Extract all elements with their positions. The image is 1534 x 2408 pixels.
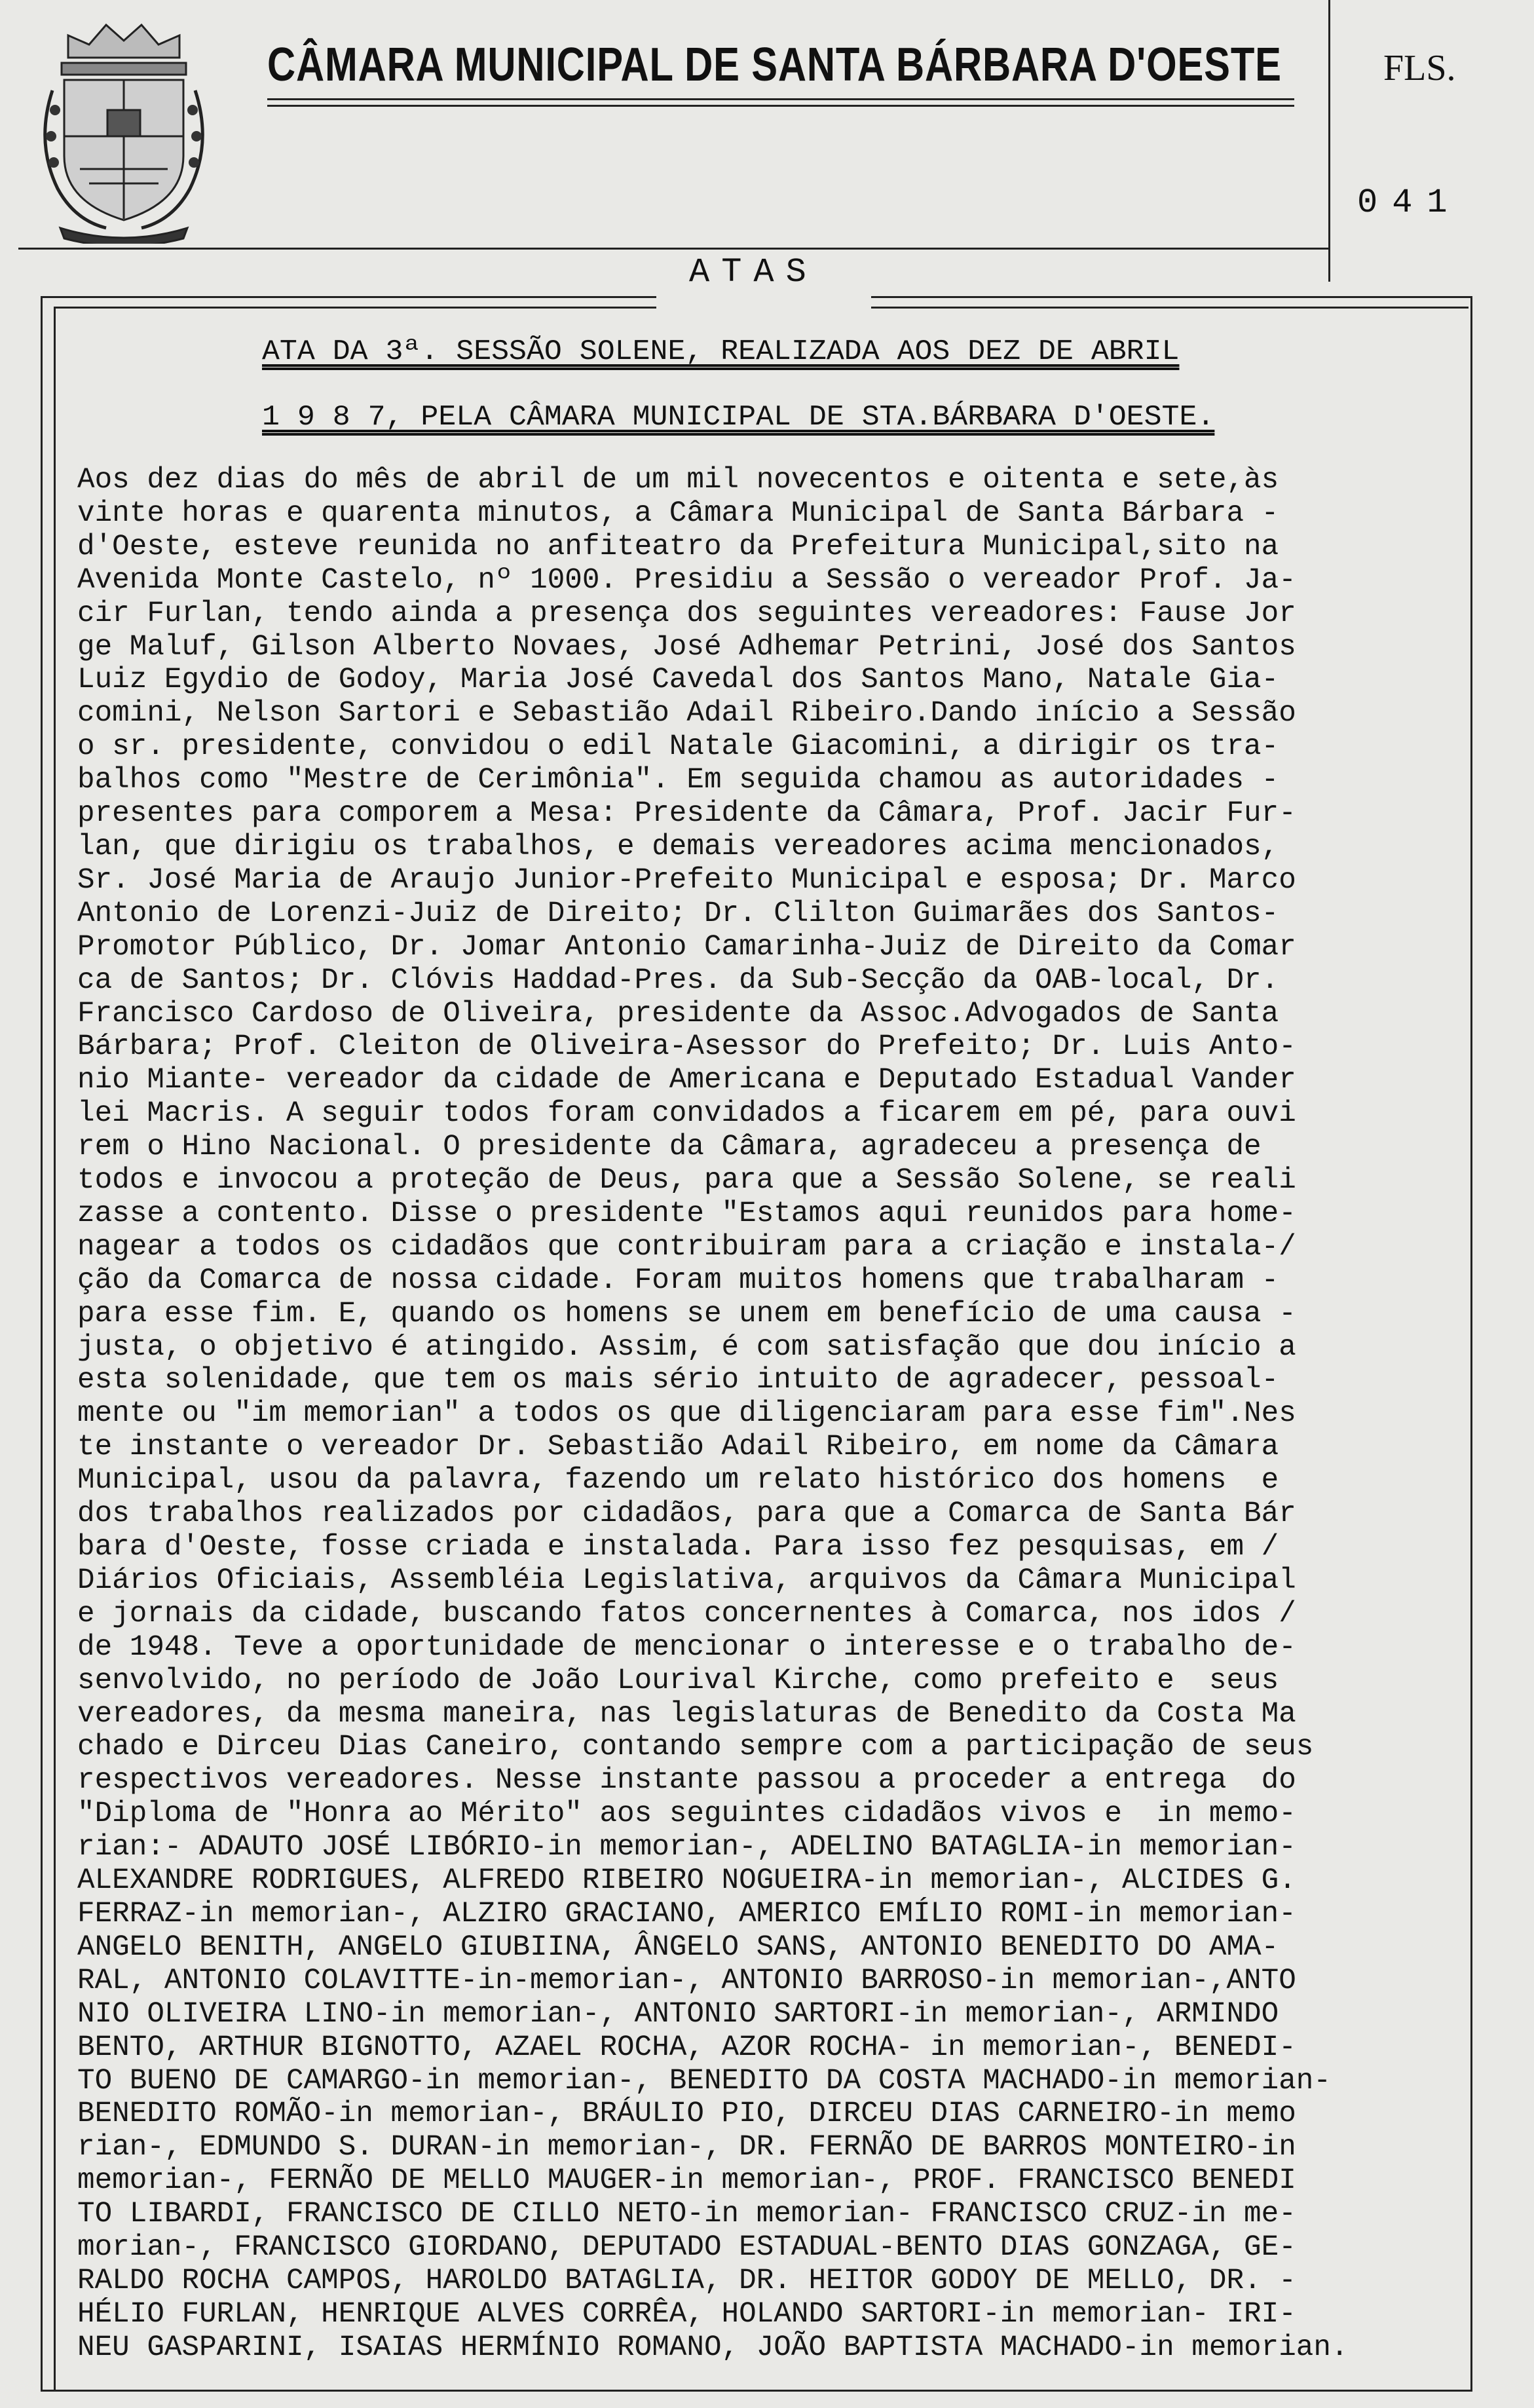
ata-body-line: lei Macris. A seguir todos foram convidados a ficarem em pé, para ouvi — [77, 1097, 1296, 1131]
ata-body-line: rian-, EDMUNDO S. DURAN-in memorian-, DR. FERNÃO DE BARROS MONTEIRO-in — [77, 2131, 1296, 2164]
ata-body-line: zasse a contento. Disse o presidente "Estamos aqui reunidos para home- — [77, 1197, 1296, 1230]
ata-body-line: dos trabalhos realizados por cidadãos, para que a Comarca de Santa Bár — [77, 1497, 1296, 1531]
ata-body-line: ge Maluf, Gilson Alberto Novaes, José Adhemar Petrini, José dos Santos — [77, 630, 1296, 664]
ata-body-line: rian:- ADAUTO JOSÉ LIBÓRIO-in memorian-, ADELINO BATAGLIA-in memorian- — [77, 1831, 1296, 1864]
ata-body-line: cir Furlan, tendo ainda a presença dos seguintes vereadores: Fause Jor — [77, 597, 1296, 630]
ata-body-line: todos e invocou a proteção de Deus, para que a Sessão Solene, se reali — [77, 1164, 1296, 1197]
ata-body-line: Sr. José Maria de Araujo Junior-Prefeito Municipal e esposa; Dr. Marco — [77, 863, 1296, 897]
ata-body-line: Diários Oficiais, Assembléia Legislativa, arquivos da Câmara Municipal — [77, 1564, 1296, 1597]
municipal-coat-of-arms — [29, 12, 219, 244]
ata-body-line: vinte horas e quarenta minutos, a Câmara Municipal de Santa Bárbara - — [77, 497, 1279, 530]
ata-body-line: FERRAZ-in memorian-, ALZIRO GRACIANO, AMERICO EMÍLIO ROMI-in memorian- — [77, 1897, 1296, 1930]
ata-body-line: bara d'Oeste, fosse criada e instalada. Para isso fez pesquisas, em / — [77, 1531, 1279, 1564]
ata-body-line: Promotor Público, Dr. Jomar Antonio Camarinha-Juiz de Direito da Comar — [77, 930, 1296, 964]
ata-body-line: Bárbara; Prof. Cleiton de Oliveira-Asessor do Prefeito; Dr. Luis Anto- — [77, 1030, 1296, 1064]
ata-body-line: justa, o objetivo é atingido. Assim, é com satisfação que dou início a — [77, 1330, 1296, 1364]
ata-body-line: balhos como "Mestre de Cerimônia". Em seguida chamou as autoridades - — [77, 764, 1279, 797]
frame-top-right-outer — [871, 296, 1470, 298]
ata-body-line: esta solenidade, que tem os mais sério intuito de agradecer, pessoal- — [77, 1364, 1279, 1397]
ata-body-line: comini, Nelson Sartori e Sebastião Adail Ribeiro.Dando início a Sessão — [77, 697, 1296, 730]
ata-body-line: ção da Comarca de nossa cidade. Foram muitos homens que trabalharam - — [77, 1264, 1279, 1297]
ata-body-line: ALEXANDRE RODRIGUES, ALFREDO RIBEIRO NOGUEIRA-in memorian-, ALCIDES G. — [77, 1864, 1296, 1898]
ata-body-line: ca de Santos; Dr. Clóvis Haddad-Pres. da Sub-Secção da OAB-local, Dr. — [77, 964, 1279, 997]
ata-body-line: Avenida Monte Castelo, nº 1000. Presidiu a Sessão o vereador Prof. Ja- — [77, 563, 1296, 597]
section-top-rule — [18, 248, 1330, 250]
ata-body-line: RALDO ROCHA CAMPOS, HAROLDO BATAGLIA, DR. HEITOR GODOY DE MELLO, DR. - — [77, 2264, 1296, 2297]
ata-body-line: d'Oeste, esteve reunida no anfiteatro da Prefeitura Municipal,sito na — [77, 530, 1279, 563]
ata-body-line: para esse fim. E, quando os homens se unem em benefício de uma causa - — [77, 1297, 1296, 1330]
ata-body-line: "Diploma de "Honra ao Mérito" aos seguintes cidadãos vivos e in memo- — [77, 1797, 1296, 1831]
ata-body-line: memorian-, FERNÃO DE MELLO MAUGER-in memorian-, PROF. FRANCISCO BENEDI — [77, 2164, 1296, 2198]
header-rule-top — [267, 98, 1294, 100]
ata-body-line: Luiz Egydio de Godoy, Maria José Cavedal dos Santos Mano, Natale Gia- — [77, 664, 1279, 697]
ata-body-line: Francisco Cardoso de Oliveira, presidente da Assoc.Advogados de Santa — [77, 997, 1279, 1030]
frame-top-left-outer — [41, 296, 656, 298]
ata-body-line: rem o Hino Nacional. O presidente da Câmara, agradeceu a presença de — [77, 1131, 1262, 1164]
frame-top-left-inner — [54, 307, 656, 309]
chamber-title: CÂMARA MUNICIPAL DE SANTA BÁRBARA D'OESTE — [267, 39, 1282, 91]
ata-body-line: senvolvido, no período de João Lourival Kirche, como prefeito e seus — [77, 1664, 1279, 1697]
ata-body-line: Aos dez dias do mês de abril de um mil novecentos e oitenta e sete,às — [77, 464, 1279, 497]
ata-body-line: TO BUENO DE CAMARGO-in memorian-, BENEDITO DA COSTA MACHADO-in memorian- — [77, 2064, 1331, 2098]
ata-body-line: NEU GASPARINI, ISAIAS HERMÍNIO ROMANO, JOÃO BAPTISTA MACHADO-in memorian. — [77, 2331, 1349, 2364]
ata-body-line: morian-, FRANCISCO GIORDANO, DEPUTADO ESTADUAL-BENTO DIAS GONZAGA, GE- — [77, 2231, 1296, 2265]
ata-body-line: HÉLIO FURLAN, HENRIQUE ALVES CORRÊA, HOLANDO SARTORI-in memorian- IRI- — [77, 2297, 1296, 2331]
ata-body-line: o sr. presidente, convidou o edil Natale Giacomini, a dirigir os tra- — [77, 730, 1279, 764]
frame-top-right-inner — [871, 307, 1469, 309]
ata-body-line: BENTO, ARTHUR BIGNOTTO, AZAEL ROCHA, AZOR ROCHA- in memorian-, BENEDI- — [77, 2031, 1296, 2064]
ata-body-line: NIO OLIVEIRA LINO-in memorian-, ANTONIO SARTORI-in memorian-, ARMINDO — [77, 1997, 1279, 2031]
ata-body-line: presentes para comporem a Mesa: Presidente da Câmara, Prof. Jacir Fur- — [77, 797, 1296, 831]
ata-body-line: chado e Dirceu Dias Caneiro, contando sempre com a participação de seus — [77, 1731, 1314, 1764]
folio-divider — [1328, 0, 1330, 282]
ata-body-line: te instante o vereador Dr. Sebastião Adail Ribeiro, em nome da Câmara — [77, 1431, 1279, 1464]
ata-body-line: Antonio de Lorenzi-Juiz de Direito; Dr. Clilton Guimarães dos Santos- — [77, 897, 1279, 930]
ata-body-line: RAL, ANTONIO COLAVITTE-in-memorian-, ANTONIO BARROSO-in memorian-,ANTO — [77, 1964, 1296, 1997]
ata-body-text — [77, 464, 1472, 2365]
ata-heading-line-2: 1 9 8 7, PELA CÂMARA MUNICIPAL DE STA.BÁRBARA D'OESTE. — [262, 401, 1215, 434]
ata-body-line: nio Miante- vereador da cidade de Americana e Deputado Estadual Vander — [77, 1064, 1296, 1097]
ata-body-line: ANGELO BENITH, ANGELO GIUBIINA, ÂNGELO SANS, ANTONIO BENEDITO DO AMA- — [77, 1930, 1279, 1964]
ata-body-line: BENEDITO ROMÃO-in memorian-, BRÁULIO PIO, DIRCEU DIAS CARNEIRO-in memo — [77, 2098, 1296, 2131]
ata-heading-line-1: ATA DA 3ª. SESSÃO SOLENE, REALIZADA AOS DEZ DE ABRIL — [262, 335, 1180, 368]
ata-body-line: nagear a todos os cidadãos que contribuiram para a criação e instala-/ — [77, 1230, 1296, 1264]
ata-body-line: TO LIBARDI, FRANCISCO DE CILLO NETO-in memorian- FRANCISCO CRUZ-in me- — [77, 2198, 1296, 2231]
folio-label: FLS. — [1383, 48, 1456, 88]
section-title: ATAS — [689, 253, 818, 292]
header-rule-bottom — [267, 105, 1294, 107]
ata-body-line: de 1948. Teve a oportunidade de mencionar o interesse e o trabalho de- — [77, 1630, 1296, 1664]
ata-body-line: Municipal, usou da palavra, fazendo um relato histórico dos homens e — [77, 1464, 1279, 1497]
ata-body-line: vereadores, da mesma maneira, nas legislaturas de Benedito da Costa Ma — [77, 1697, 1296, 1731]
ata-body-line: mente ou "im memorian" a todos os que diligenciaram para esse fim".Nes — [77, 1397, 1296, 1431]
ata-body-line: e jornais da cidade, buscando fatos concernentes à Comarca, nos idos / — [77, 1597, 1296, 1630]
ata-body-line: lan, que dirigiu os trabalhos, e demais vereadores acima mencionados, — [77, 830, 1279, 863]
ata-body-line: respectivos vereadores. Nesse instante passou a proceder a entrega do — [77, 1764, 1296, 1797]
folio-number: 041 — [1357, 183, 1462, 222]
